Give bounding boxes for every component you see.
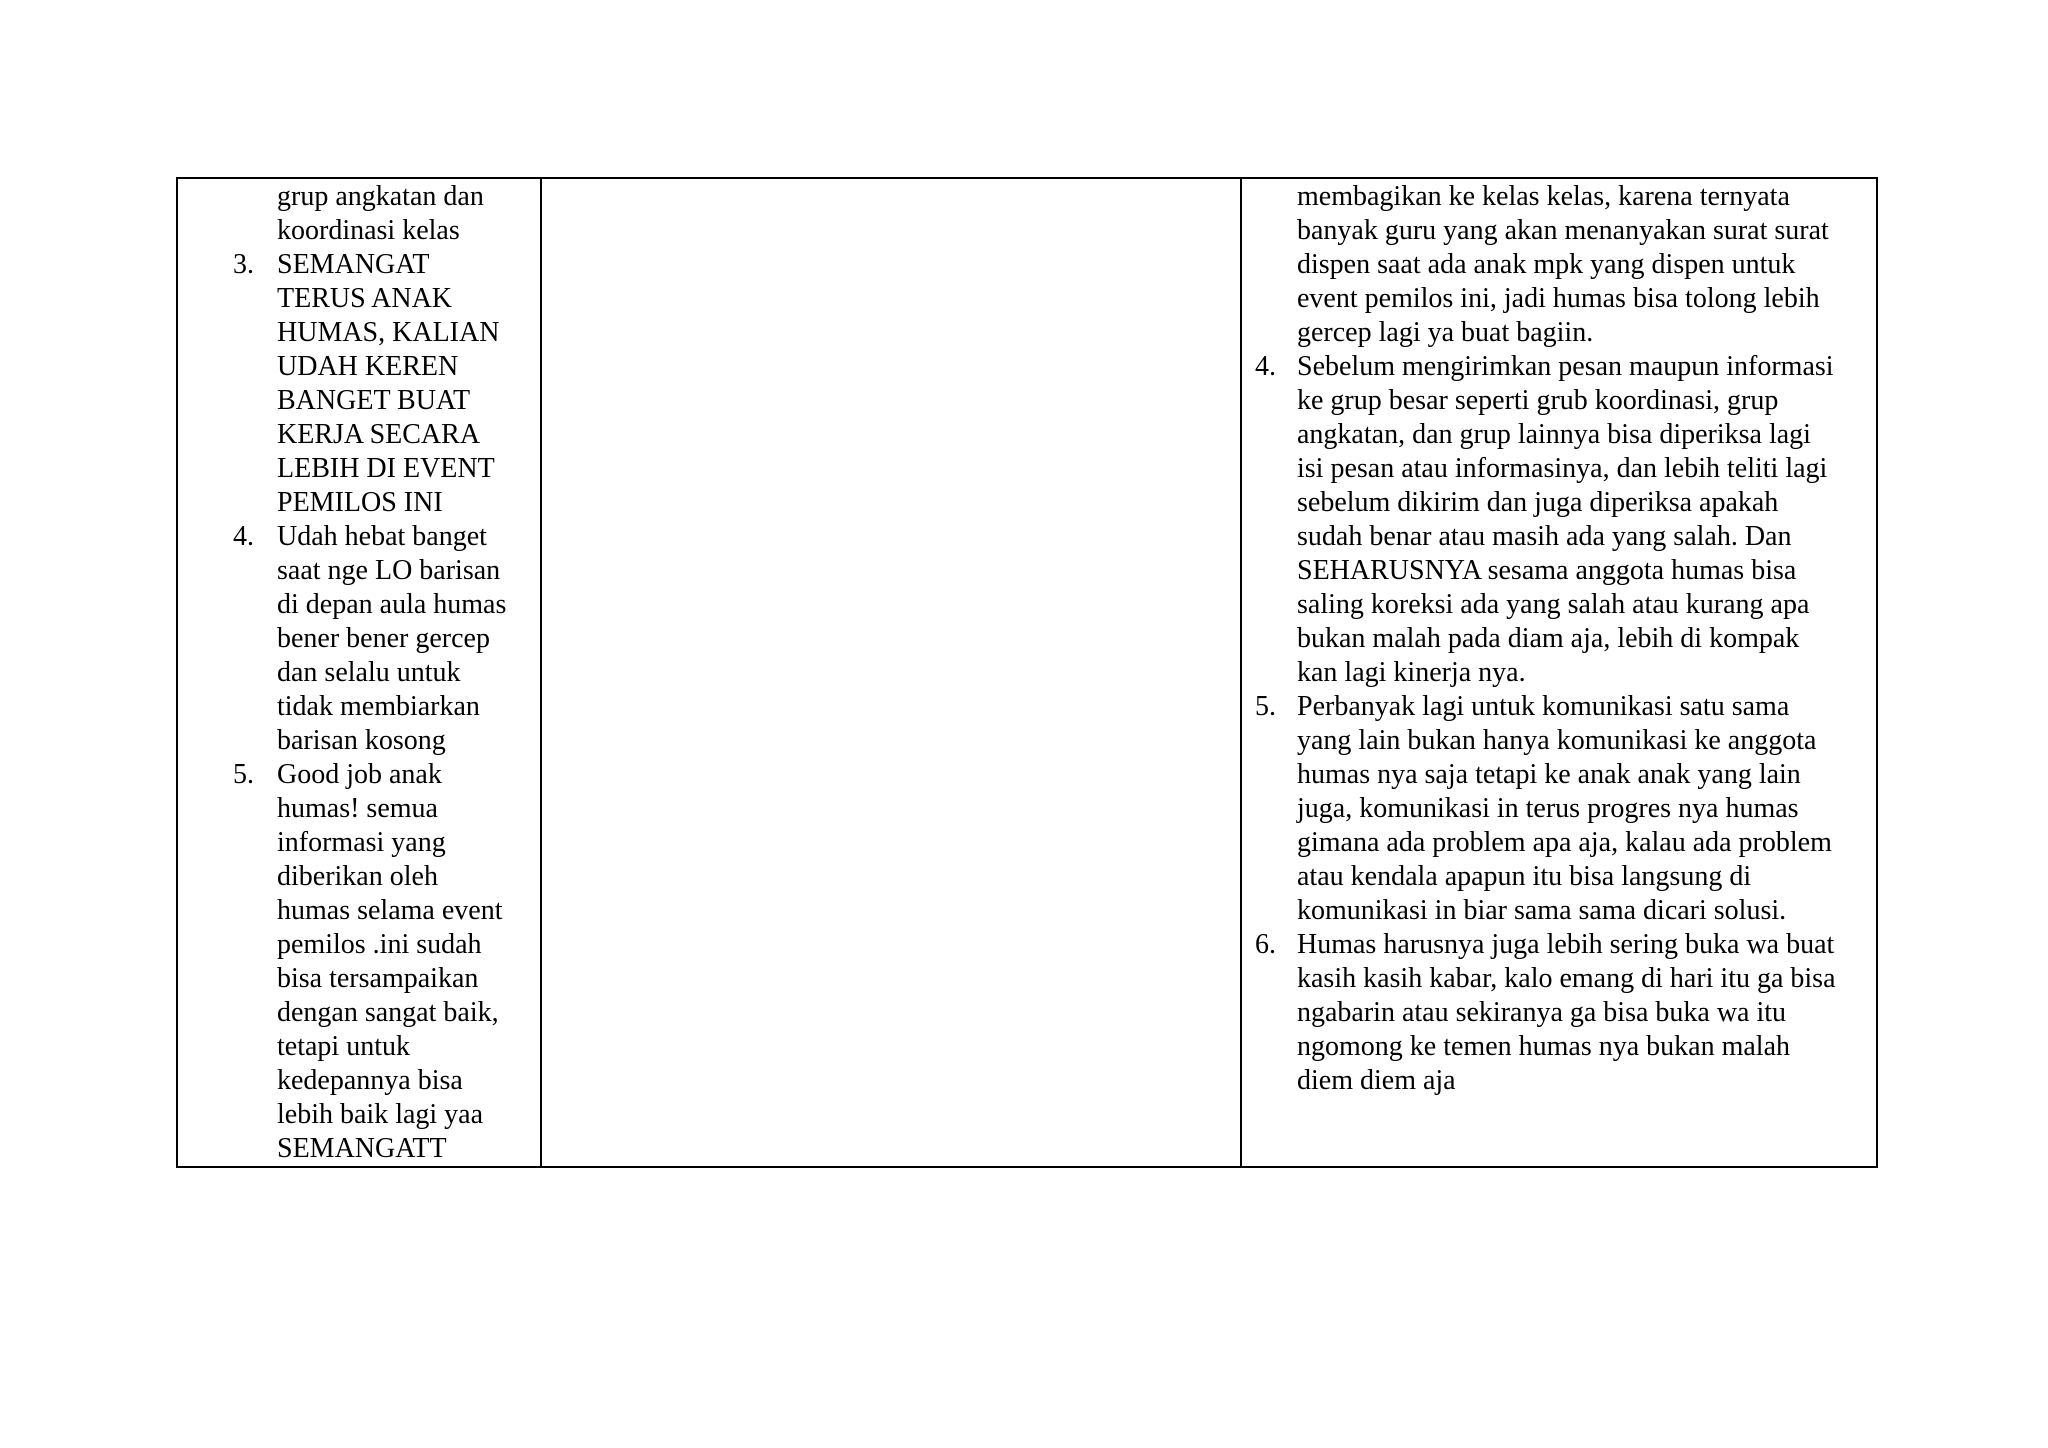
text-line: bukan malah pada diam aja, lebih di kompak: [1297, 623, 1800, 654]
list-item: [178, 758, 540, 1166]
text-line: saat nge LO barisan: [277, 555, 501, 586]
text-line: koordinasi kelas: [277, 215, 460, 246]
text-line: kan lagi kinerja nya.: [1297, 657, 1526, 688]
right-continuation-text: [1242, 180, 1876, 350]
text-line: bisa tersampaikan: [277, 963, 479, 994]
text-line: di depan aula humas: [277, 589, 507, 620]
text-line: membagikan ke kelas kelas, karena ternyata: [1297, 181, 1790, 212]
text-line: komunikasi in biar sama sama dicari solusi.: [1297, 895, 1787, 926]
text-line: UDAH KEREN: [277, 351, 459, 382]
list-number: 4.: [233, 521, 254, 552]
text-line: SEHARUSNYA sesama anggota humas bisa: [1297, 555, 1797, 586]
text-line: banyak guru yang akan menanyakan surat surat: [1297, 215, 1829, 246]
text-line: diberikan oleh: [277, 861, 438, 892]
text-line: ke grup besar seperti grub koordinasi, grup: [1297, 385, 1779, 416]
text-line: LEBIH DI EVENT: [277, 453, 495, 484]
text-line: atau kendala apapun itu bisa langsung di: [1297, 861, 1752, 892]
list-number: 4.: [1255, 351, 1276, 382]
left-column-content: [178, 179, 540, 1166]
text-line: ngomong ke temen humas nya bukan malah: [1297, 1031, 1790, 1062]
text-line: gimana ada problem apa aja, kalau ada problem: [1297, 827, 1832, 858]
text-line: kedepannya bisa: [277, 1065, 463, 1096]
text-line: bener bener gercep: [277, 623, 490, 654]
text-line: SEMANGATT: [277, 1133, 447, 1164]
text-line: tetapi untuk: [277, 1031, 410, 1062]
text-line: KERJA SECARA: [277, 419, 481, 450]
text-line: diem diem aja: [1297, 1065, 1456, 1096]
text-line: TERUS ANAK: [277, 283, 453, 314]
text-line: HUMAS, KALIAN: [277, 317, 500, 348]
text-line: dengan sangat baik,: [277, 997, 499, 1028]
list-number: 5.: [233, 759, 254, 790]
list-item: [178, 248, 540, 520]
text-line: isi pesan atau informasinya, dan lebih teliti lagi: [1297, 453, 1828, 484]
text-line: lebih baik lagi yaa: [277, 1099, 484, 1130]
left-continuation-text: [178, 180, 540, 248]
text-line: sudah benar atau masih ada yang salah. Dan: [1297, 521, 1792, 552]
text-line: humas nya saja tetapi ke anak anak yang lain: [1297, 759, 1801, 790]
text-line: Perbanyak lagi untuk komunikasi satu sama: [1297, 691, 1790, 722]
middle-column-cell: [541, 178, 1241, 1167]
list-item: [1242, 928, 1876, 1098]
text-line: tidak membiarkan: [277, 691, 480, 722]
text-line: gercep lagi ya buat bagiin.: [1297, 317, 1594, 348]
left-column-cell: [177, 178, 541, 1167]
text-line: humas selama event: [277, 895, 503, 926]
list-number: 5.: [1255, 691, 1276, 722]
text-line: informasi yang: [277, 827, 446, 858]
text-line: sebelum dikirim dan juga diperiksa apakah: [1297, 487, 1779, 518]
list-item: [1242, 690, 1876, 928]
text-line: Udah hebat banget: [277, 521, 487, 552]
list-number: 3.: [233, 249, 254, 280]
list-number: 6.: [1255, 929, 1276, 960]
right-column-content: [1242, 179, 1876, 1098]
text-line: Humas harusnya juga lebih sering buka wa buat: [1297, 929, 1835, 960]
text-line: humas! semua: [277, 793, 438, 824]
text-line: saling koreksi ada yang salah atau kurang apa: [1297, 589, 1810, 620]
text-line: juga, komunikasi in terus progres nya humas: [1297, 793, 1799, 824]
text-line: Sebelum mengirimkan pesan maupun informasi: [1297, 351, 1834, 382]
list-item: [178, 520, 540, 758]
text-line: angkatan, dan grup lainnya bisa diperiksa lagi: [1297, 419, 1811, 450]
text-line: kasih kasih kabar, kalo emang di hari itu ga bisa: [1297, 963, 1836, 994]
right-column-cell: [1241, 178, 1877, 1167]
text-line: barisan kosong: [277, 725, 446, 756]
text-line: dispen saat ada anak mpk yang dispen untuk: [1297, 249, 1796, 280]
text-line: PEMILOS INI: [277, 487, 443, 518]
table-row: [177, 178, 1877, 1167]
text-line: dan selalu untuk: [277, 657, 461, 688]
text-line: BANGET BUAT: [277, 385, 471, 416]
text-line: event pemilos ini, jadi humas bisa tolong lebih: [1297, 283, 1820, 314]
text-line: SEMANGAT: [277, 249, 430, 280]
text-line: pemilos .ini sudah: [277, 929, 482, 960]
text-line: grup angkatan dan: [277, 181, 484, 212]
text-line: Good job anak: [277, 759, 442, 790]
text-line: yang lain bukan hanya komunikasi ke anggota: [1297, 725, 1817, 756]
list-item: [1242, 350, 1876, 690]
text-line: ngabarin atau sekiranya ga bisa buka wa itu: [1297, 997, 1787, 1028]
feedback-table: [176, 177, 1878, 1168]
